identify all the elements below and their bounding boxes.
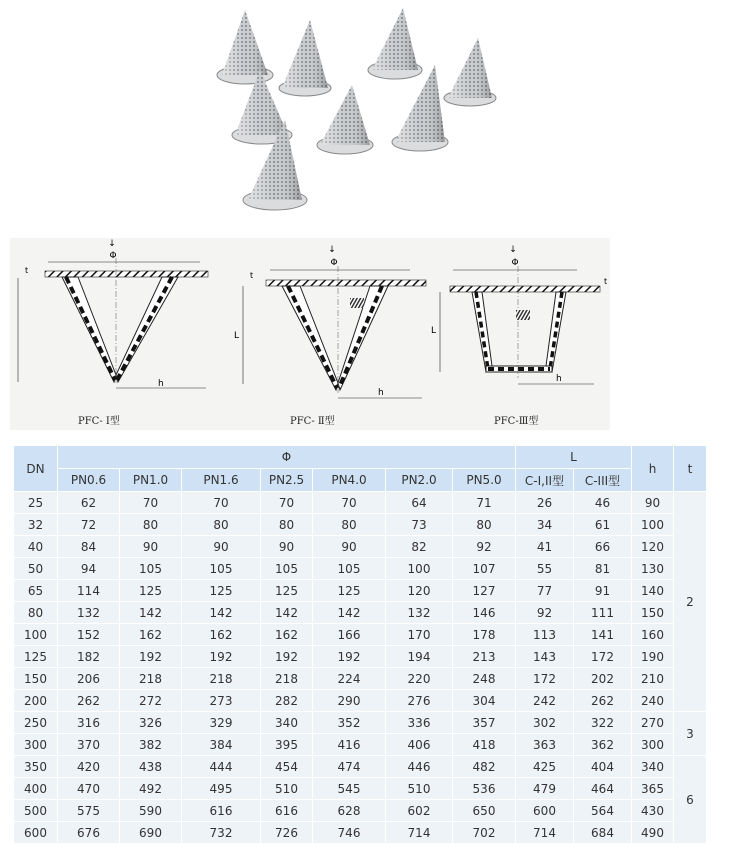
header-dn: DN [14,446,58,492]
header-L-sub: C-III型 [574,469,632,492]
table-row [14,602,707,624]
product-photo [200,0,520,235]
table-cell: 384 [182,734,261,756]
table-cell: 536 [453,778,516,800]
table-cell: 91 [574,580,632,602]
header-h: h [632,446,674,492]
table-cell: 270 [632,712,674,734]
table-cell: 113 [516,624,574,646]
diagram-type-3 [431,245,607,427]
cell-dn: 350 [14,756,58,778]
table-cell: 64 [386,492,453,514]
table-cell: 326 [120,712,182,734]
table-cell: 84 [58,536,120,558]
header-pressure: PN2.5 [261,469,313,492]
table-cell: 192 [120,646,182,668]
table-cell: 130 [632,558,674,580]
table-cell: 474 [313,756,386,778]
table-cell: 162 [120,624,182,646]
table-cell: 162 [261,624,313,646]
table-row [14,514,707,536]
table-row [14,822,707,844]
table-cell: 172 [574,646,632,668]
cell-dn: 500 [14,800,58,822]
table-cell: 684 [574,822,632,844]
table-cell: 82 [386,536,453,558]
table-cell: 142 [261,602,313,624]
table-cell: 150 [632,602,674,624]
table-cell: 71 [453,492,516,514]
table-cell: 80 [120,514,182,536]
table-cell: 382 [120,734,182,756]
strainer-cone [444,38,496,106]
table-cell: 142 [120,602,182,624]
table-cell: 616 [182,800,261,822]
table-cell: 94 [58,558,120,580]
table-row [14,778,707,800]
table-cell: 340 [261,712,313,734]
table-cell: 336 [386,712,453,734]
table-cell: 105 [120,558,182,580]
table-row [14,668,707,690]
table-cell: 72 [58,514,120,536]
header-pressure: PN2.0 [386,469,453,492]
cell-t-group: 6 [674,756,707,844]
table-cell: 92 [453,536,516,558]
table-row [14,734,707,756]
table-cell: 90 [182,536,261,558]
table-cell: 290 [313,690,386,712]
table-cell: 178 [453,624,516,646]
table-cell: 564 [574,800,632,822]
header-L: L [516,446,632,469]
table-cell: 420 [58,756,120,778]
table-cell: 142 [313,602,386,624]
h-symbol: h [378,388,384,398]
caption-type-2: PFC- Ⅱ型 [290,416,335,427]
header-pressure: PN5.0 [453,469,516,492]
table-row [14,492,707,514]
table-cell: 162 [182,624,261,646]
diagram-type-2 [234,245,426,427]
cell-dn: 65 [14,580,58,602]
table-cell: 70 [261,492,313,514]
table-cell: 105 [313,558,386,580]
table-cell: 416 [313,734,386,756]
table-cell: 218 [120,668,182,690]
table-cell: 146 [453,602,516,624]
table-cell: 70 [182,492,261,514]
svg-text:↓: ↓ [108,239,116,249]
table-cell: 120 [386,580,453,602]
table-cell: 105 [261,558,313,580]
table-cell: 464 [574,778,632,800]
table-cell: 316 [58,712,120,734]
table-cell: 192 [313,646,386,668]
table-cell: 192 [261,646,313,668]
h-symbol: h [556,374,562,384]
cell-dn: 200 [14,690,58,712]
header-row [14,446,707,469]
table-cell: 446 [386,756,453,778]
table-row [14,646,707,668]
table-cell: 492 [120,778,182,800]
table-cell: 329 [182,712,261,734]
table-cell: 125 [261,580,313,602]
table-cell: 210 [632,668,674,690]
cell-dn: 250 [14,712,58,734]
table-cell: 206 [58,668,120,690]
phi-symbol: Φ [330,258,338,268]
table-cell: 127 [453,580,516,602]
caption-type-3: PFC-Ⅲ型 [494,416,539,427]
header-pressure: PN1.0 [120,469,182,492]
table-cell: 304 [453,690,516,712]
t-symbol: t [604,277,608,286]
table-cell: 224 [313,668,386,690]
cell-dn: 80 [14,602,58,624]
cell-dn: 300 [14,734,58,756]
table-cell: 80 [313,514,386,536]
table-cell: 166 [313,624,386,646]
table-cell: 444 [182,756,261,778]
table-cell: 125 [120,580,182,602]
header-t: t [674,446,707,492]
table-cell: 182 [58,646,120,668]
table-cell: 357 [453,712,516,734]
table-cell: 62 [58,492,120,514]
table-cell: 213 [453,646,516,668]
table-cell: 262 [574,690,632,712]
table-cell: 114 [58,580,120,602]
table-row [14,712,707,734]
table-row [14,536,707,558]
table-cell: 575 [58,800,120,822]
table-cell: 600 [516,800,574,822]
table-cell: 70 [313,492,386,514]
table-cell: 160 [632,624,674,646]
table-cell: 340 [632,756,674,778]
cell-dn: 32 [14,514,58,536]
table-cell: 490 [632,822,674,844]
table-cell: 362 [574,734,632,756]
table-cell: 430 [632,800,674,822]
table-cell: 90 [261,536,313,558]
table-cell: 34 [516,514,574,536]
header-L-sub: C-I,II型 [516,469,574,492]
table-cell: 80 [182,514,261,536]
table-row [14,624,707,646]
table-cell: 143 [516,646,574,668]
table-cell: 242 [516,690,574,712]
table-cell: 26 [516,492,574,514]
table-cell: 628 [313,800,386,822]
cell-dn: 100 [14,624,58,646]
t-symbol: t [25,266,29,275]
table-cell: 479 [516,778,574,800]
table-row [14,690,707,712]
cell-dn: 400 [14,778,58,800]
table-cell: 510 [386,778,453,800]
table-cell: 690 [120,822,182,844]
cell-t-group: 3 [674,712,707,756]
table-cell: 302 [516,712,574,734]
cell-dn: 40 [14,536,58,558]
header-pressure: PN1.6 [182,469,261,492]
table-cell: 125 [182,580,261,602]
table-cell: 192 [182,646,261,668]
table-cell: 61 [574,514,632,536]
table-cell: 90 [313,536,386,558]
header-pressure: PN0.6 [58,469,120,492]
table-cell: 322 [574,712,632,734]
table-body [14,492,707,844]
cell-dn: 125 [14,646,58,668]
phi-symbol: Φ [511,258,519,268]
table-cell: 80 [453,514,516,536]
table-cell: 218 [182,668,261,690]
table-cell: 495 [182,778,261,800]
table-cell: 482 [453,756,516,778]
table-cell: 240 [632,690,674,712]
table-cell: 100 [632,514,674,536]
table-cell: 545 [313,778,386,800]
diagram-type-1 [18,239,208,427]
table-cell: 726 [261,822,313,844]
table-cell: 590 [120,800,182,822]
table-cell: 363 [516,734,574,756]
table-cell: 73 [386,514,453,536]
strainer-cone [279,20,331,96]
table-cell: 92 [516,602,574,624]
table-cell: 248 [453,668,516,690]
technical-drawing [10,238,610,430]
table-cell: 141 [574,624,632,646]
t-symbol: t [250,271,254,280]
strainer-cone [368,8,422,79]
table-cell: 276 [386,690,453,712]
spec-table [13,445,707,844]
table-cell: 746 [313,822,386,844]
svg-text:↓: ↓ [509,245,517,255]
table-cell: 273 [182,690,261,712]
table-cell: 406 [386,734,453,756]
table-row [14,756,707,778]
table-cell: 370 [58,734,120,756]
table-cell: 454 [261,756,313,778]
table-cell: 125 [313,580,386,602]
h-symbol: h [158,379,164,389]
table-cell: 272 [120,690,182,712]
header-row [14,469,707,492]
table-cell: 676 [58,822,120,844]
table-cell: 140 [632,580,674,602]
cell-dn: 150 [14,668,58,690]
cell-dn: 50 [14,558,58,580]
table-cell: 41 [516,536,574,558]
table-cell: 470 [58,778,120,800]
table-cell: 111 [574,602,632,624]
L-symbol: L [431,326,437,336]
table-cell: 77 [516,580,574,602]
table-cell: 650 [453,800,516,822]
table-row [14,800,707,822]
table-cell: 352 [313,712,386,734]
table-cell: 418 [453,734,516,756]
table-cell: 80 [261,514,313,536]
table-cell: 262 [58,690,120,712]
table-cell: 300 [632,734,674,756]
table-cell: 152 [58,624,120,646]
header-phi: Φ [58,446,516,469]
table-row [14,580,707,602]
cell-t-group: 2 [674,492,707,712]
strainer-cone [217,10,273,84]
cell-dn: 600 [14,822,58,844]
table-cell: 90 [632,492,674,514]
table-cell: 105 [182,558,261,580]
table-cell: 365 [632,778,674,800]
table-cell: 107 [453,558,516,580]
phi-symbol: Φ [109,251,117,261]
table-cell: 66 [574,536,632,558]
table-cell: 172 [516,668,574,690]
table-cell: 81 [574,558,632,580]
strainer-cone [317,85,373,154]
table-cell: 702 [453,822,516,844]
table-cell: 132 [386,602,453,624]
table-cell: 616 [261,800,313,822]
table-cell: 55 [516,558,574,580]
table-cell: 438 [120,756,182,778]
table-cell: 120 [632,536,674,558]
table-cell: 90 [120,536,182,558]
table-cell: 132 [58,602,120,624]
table-cell: 732 [182,822,261,844]
table-cell: 395 [261,734,313,756]
table-cell: 220 [386,668,453,690]
table-cell: 218 [261,668,313,690]
header-pressure: PN4.0 [313,469,386,492]
table-row [14,558,707,580]
cell-dn: 25 [14,492,58,514]
table-cell: 714 [516,822,574,844]
table-cell: 282 [261,690,313,712]
table-cell: 142 [182,602,261,624]
table-cell: 190 [632,646,674,668]
table-cell: 714 [386,822,453,844]
table-cell: 70 [120,492,182,514]
caption-type-1: PFC- Ⅰ型 [78,416,120,427]
table-cell: 100 [386,558,453,580]
svg-text:↓: ↓ [328,245,336,255]
table-cell: 510 [261,778,313,800]
L-symbol: L [234,331,240,341]
table-cell: 194 [386,646,453,668]
table-cell: 202 [574,668,632,690]
table-cell: 602 [386,800,453,822]
table-cell: 170 [386,624,453,646]
table-cell: 46 [574,492,632,514]
table-cell: 404 [574,756,632,778]
table-cell: 425 [516,756,574,778]
